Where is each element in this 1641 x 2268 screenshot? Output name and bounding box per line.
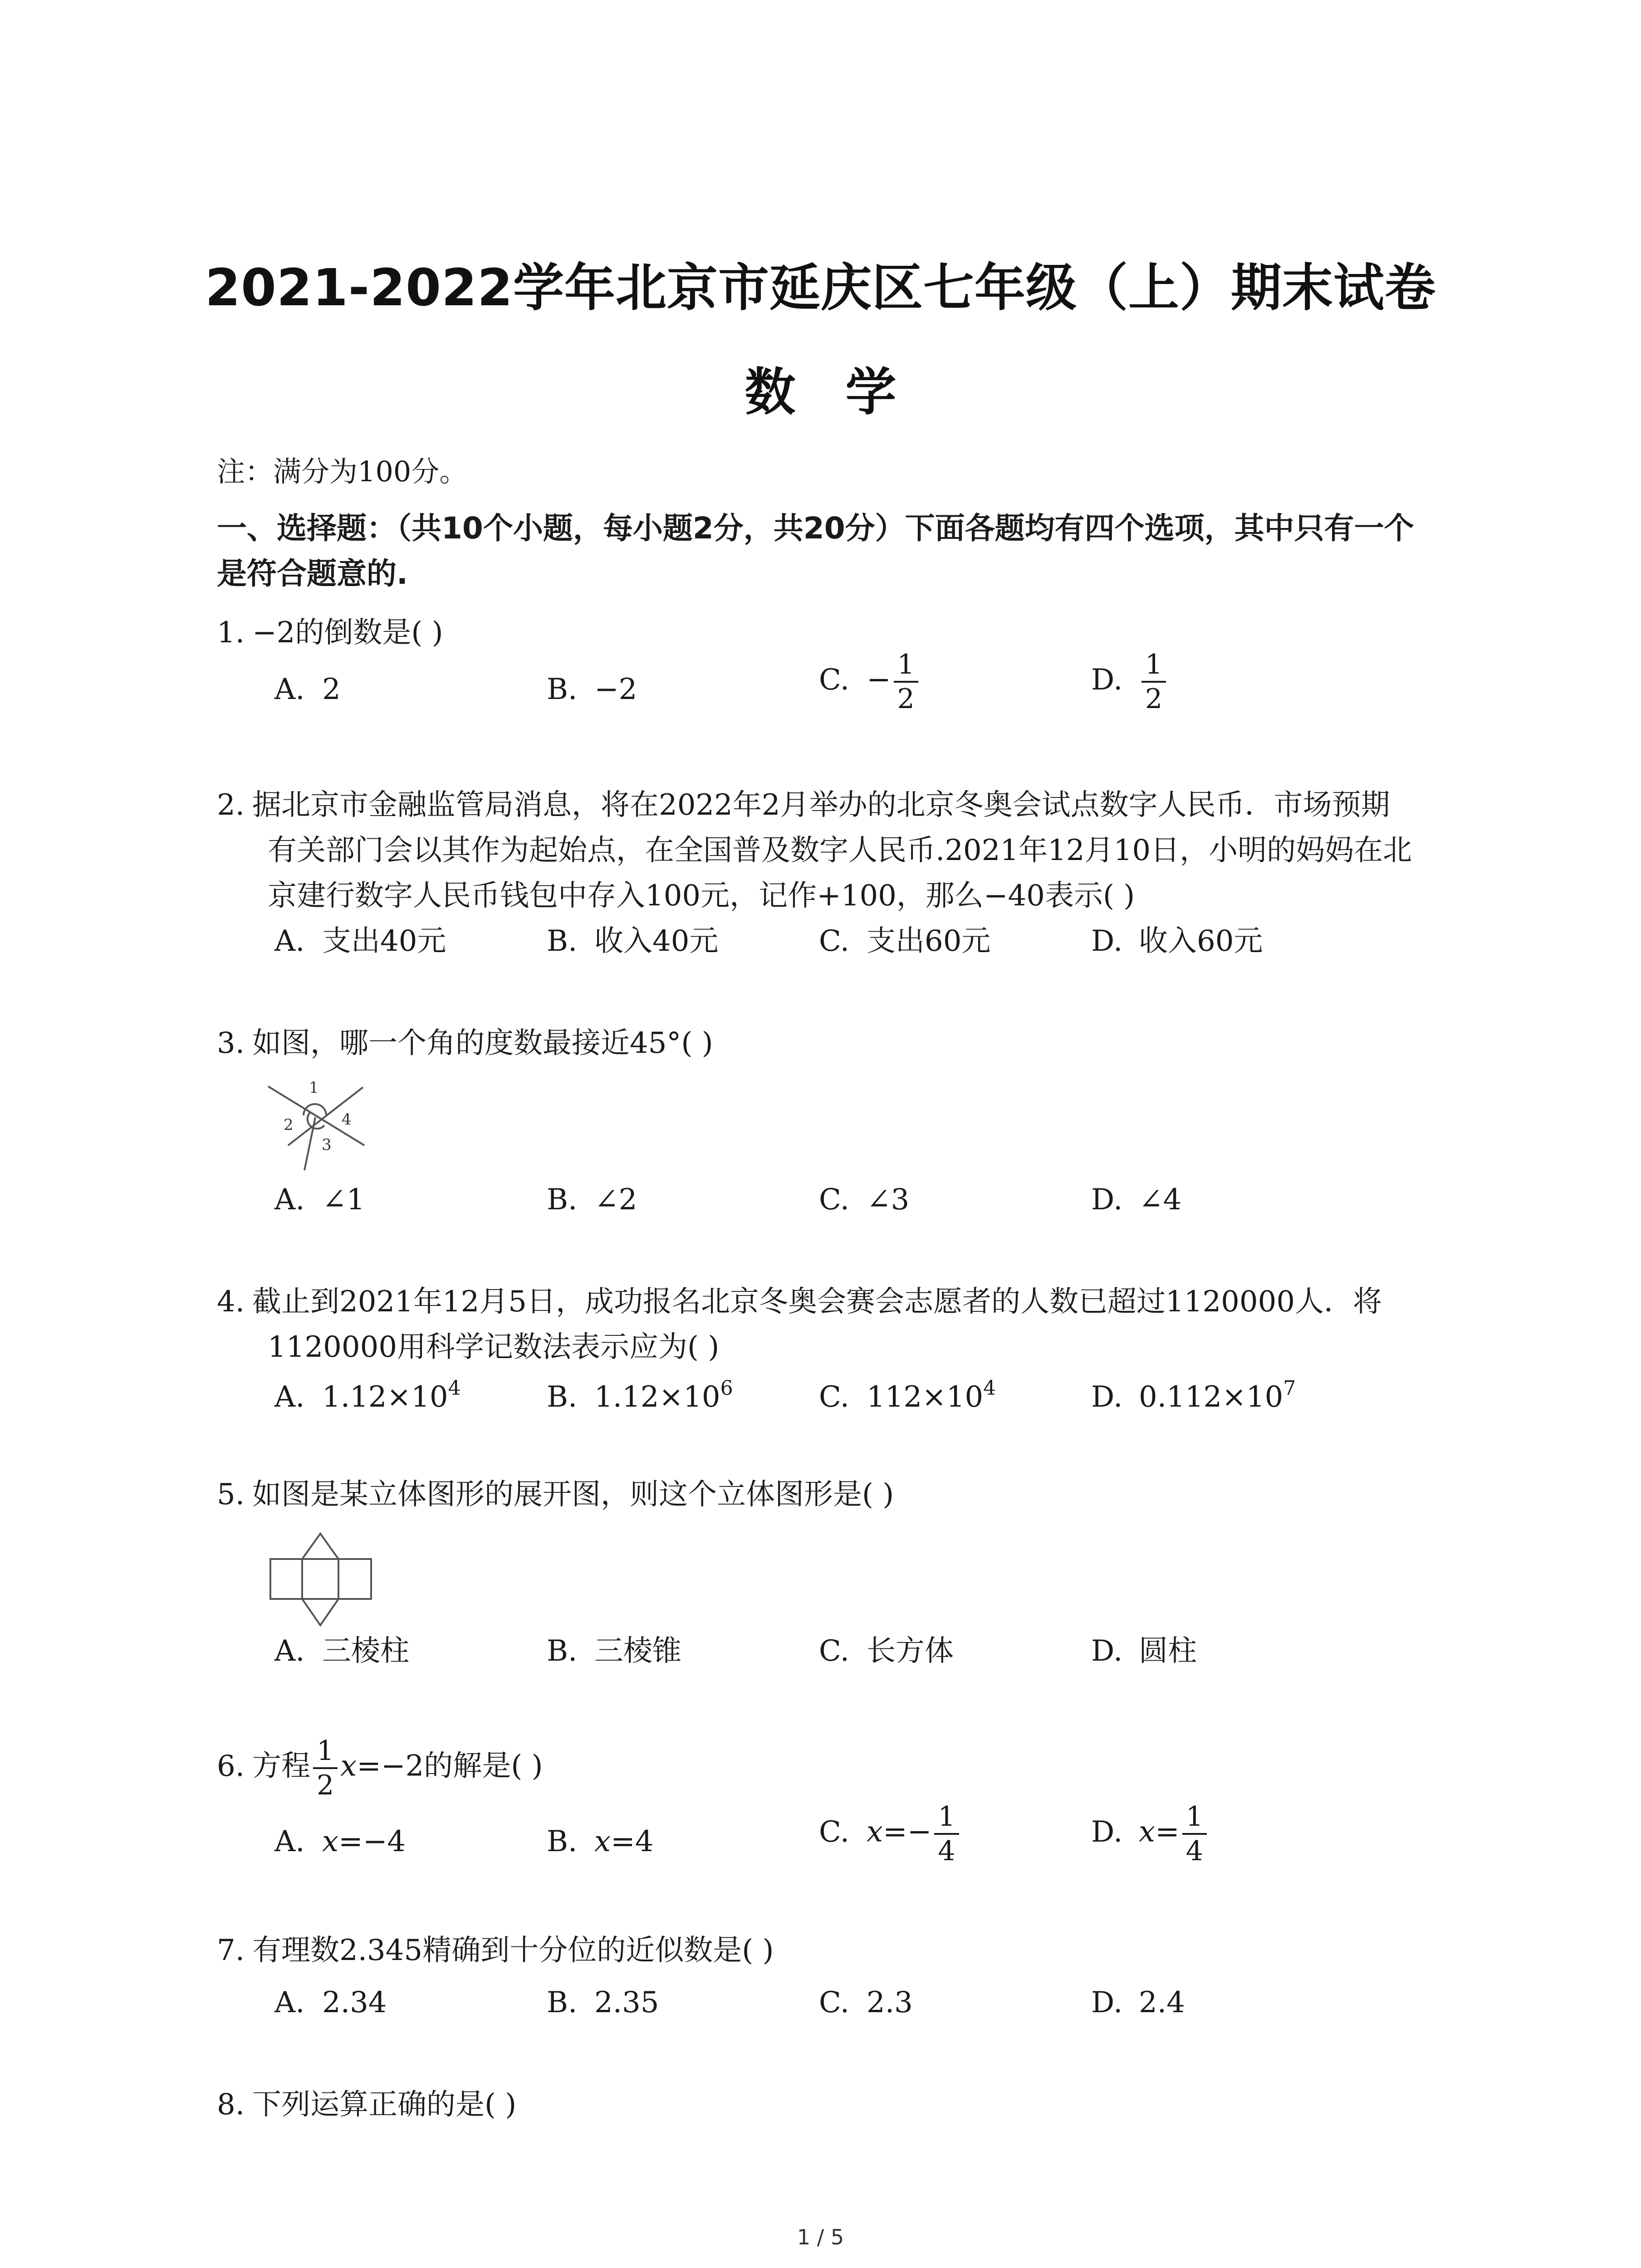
option-d — [1091, 1177, 1181, 1222]
option-text: 1.12×10 — [594, 1380, 720, 1414]
question-number: 7. — [217, 1934, 245, 1967]
fraction-numerator: 1 — [894, 651, 918, 683]
question-stem: 截止到2021年12月5日，成功报名北京冬奥会赛会志愿者的人数已超过1120000人．将 — [252, 1285, 1382, 1319]
variable: x — [867, 1815, 883, 1849]
option-b — [547, 667, 637, 712]
question-stem: 如图是某立体图形的展开图，则这个立体图形是( ) — [252, 1478, 894, 1511]
section-heading: 一、选择题：（共10个小题，每小题2分，共20分）下面各题均有四个选项，其中只有一个 — [217, 511, 1414, 546]
exponent: 4 — [448, 1377, 461, 1400]
variable: x — [1139, 1815, 1156, 1849]
fraction-numerator: 1 — [1141, 651, 1166, 683]
question-4 — [217, 1279, 1382, 1325]
option-d — [1091, 651, 1169, 713]
fraction — [313, 1737, 338, 1799]
option-a — [274, 919, 446, 964]
question-stem-cont: 1120000用科学记数法表示应为( ) — [268, 1330, 720, 1364]
option-text: 112×10 — [867, 1380, 984, 1414]
option-letter: B. — [547, 924, 578, 958]
question-1 — [217, 610, 443, 655]
angle-figure — [265, 1077, 374, 1173]
option-text: 2.35 — [594, 1986, 659, 2019]
option-letter: A. — [274, 924, 305, 958]
angle-label-2: 2 — [284, 1116, 294, 1134]
question-stem: −2的倒数是( ) — [252, 616, 443, 650]
option-letter: C. — [819, 1815, 850, 1849]
variable: x — [322, 1825, 339, 1858]
question-stem-tail: =−2的解是( ) — [357, 1749, 543, 1783]
option-letter: A. — [274, 1825, 305, 1858]
option-text: 2 — [322, 673, 341, 706]
option-letter: D. — [1091, 1380, 1123, 1414]
option-a — [274, 667, 341, 712]
option-letter: A. — [274, 1183, 305, 1217]
option-letter: B. — [547, 1986, 578, 2019]
net-triangle-bottom — [302, 1599, 338, 1625]
option-letter: C. — [819, 1986, 850, 2019]
option-c — [819, 1628, 954, 1674]
question-2 — [217, 782, 1390, 828]
fraction-numerator: 1 — [1182, 1803, 1207, 1835]
question-stem: 方程 — [252, 1749, 310, 1783]
option-c — [819, 1803, 962, 1865]
option-b — [547, 1177, 637, 1222]
option-sign: − — [867, 663, 891, 697]
option-text: =4 — [611, 1825, 654, 1858]
option-text: 收入40元 — [594, 924, 719, 958]
question-stem: 据北京市金融监管局消息，将在2022年2月举办的北京冬奥会试点数字人民币．市场预期 — [252, 788, 1390, 822]
option-letter: C. — [819, 1183, 850, 1217]
option-text: 2.3 — [867, 1986, 913, 2019]
option-letter: A. — [274, 1986, 305, 2019]
option-letter: D. — [1091, 1634, 1123, 1668]
option-a — [274, 1628, 409, 1674]
option-a — [274, 1819, 406, 1864]
option-d — [1091, 1628, 1197, 1674]
section-heading-cont: 是符合题意的. — [217, 556, 408, 591]
option-c — [819, 919, 990, 964]
fraction-denominator: 2 — [317, 1769, 334, 1801]
option-letter: A. — [274, 673, 305, 706]
prism-net-figure — [268, 1531, 377, 1631]
option-c — [819, 1980, 913, 2025]
option-d — [1091, 1374, 1296, 1420]
exam-title: 2021-2022学年北京市延庆区七年级（上）期末试卷 — [205, 259, 1436, 318]
variable: x — [594, 1825, 611, 1858]
fraction — [1182, 1803, 1207, 1865]
fraction — [934, 1803, 959, 1865]
subject-title: 数学 — [745, 363, 946, 422]
option-letter: D. — [1091, 924, 1123, 958]
exponent: 4 — [983, 1377, 996, 1400]
option-text: 长方体 — [867, 1634, 954, 1668]
option-text: 三棱柱 — [322, 1634, 409, 1668]
angle-label-4: 4 — [342, 1110, 352, 1129]
fraction-denominator: 4 — [1185, 1835, 1203, 1867]
option-text: = — [1155, 1815, 1180, 1849]
exponent: 6 — [720, 1377, 733, 1400]
option-text: 支出40元 — [322, 924, 446, 958]
option-b — [547, 919, 718, 964]
question-number: 5. — [217, 1478, 245, 1511]
question-number: 6. — [217, 1749, 245, 1783]
exponent: 7 — [1283, 1377, 1296, 1400]
option-text: =− — [883, 1815, 932, 1849]
option-letter: D. — [1091, 1183, 1123, 1217]
option-d — [1091, 1803, 1210, 1865]
option-text: 支出60元 — [867, 924, 991, 958]
option-text: ∠1 — [322, 1183, 365, 1217]
option-c — [819, 1177, 909, 1222]
option-letter: A. — [274, 1380, 305, 1414]
fraction-numerator: 1 — [313, 1737, 338, 1769]
fraction — [1141, 651, 1166, 713]
question-stem-cont: 有关部门会以其作为起始点，在全国普及数字人民币.2021年12月10日，小明的妈妈在北 — [268, 834, 1412, 867]
option-text: −2 — [594, 673, 637, 706]
option-text: 1.12×10 — [322, 1380, 448, 1414]
option-d — [1091, 919, 1263, 964]
option-a — [274, 1374, 461, 1420]
fraction — [894, 651, 918, 713]
page-number: 1 / 5 — [797, 2225, 844, 2249]
option-text: ∠2 — [594, 1183, 637, 1217]
question-3 — [217, 1021, 713, 1066]
score-note: 注：满分为100分。 — [217, 455, 468, 488]
question-stem: 下列运算正确的是( ) — [252, 2088, 517, 2121]
question-stem-cont: 京建行数字人民币钱包中存入100元，记作+100，那么−40表示( ) — [268, 879, 1135, 913]
angle-label-3: 3 — [322, 1136, 332, 1154]
fraction-numerator: 1 — [934, 1803, 959, 1835]
question-6 — [217, 1737, 543, 1799]
option-c — [819, 1374, 996, 1420]
option-letter: A. — [274, 1634, 305, 1668]
option-a — [274, 1980, 387, 2025]
question-number: 2. — [217, 788, 245, 822]
question-5 — [217, 1472, 894, 1517]
option-text: 0.112×10 — [1139, 1380, 1283, 1414]
option-c — [819, 651, 921, 713]
option-text: 三棱锥 — [594, 1634, 681, 1668]
option-b — [547, 1980, 659, 2025]
option-text: 圆柱 — [1139, 1634, 1197, 1668]
option-b — [547, 1628, 681, 1674]
option-letter: B. — [547, 1183, 578, 1217]
option-letter: D. — [1091, 1815, 1123, 1849]
option-letter: C. — [819, 663, 850, 697]
option-text: ∠3 — [867, 1183, 910, 1217]
option-letter: B. — [547, 1634, 578, 1668]
option-letter: C. — [819, 1634, 850, 1668]
variable: x — [340, 1749, 357, 1783]
option-text: =−4 — [338, 1825, 406, 1858]
option-b — [547, 1819, 653, 1864]
net-outline — [270, 1559, 371, 1599]
option-letter: C. — [819, 1380, 850, 1414]
option-letter: B. — [547, 673, 578, 706]
question-stem: 有理数2.345精确到十分位的近似数是( ) — [252, 1934, 774, 1967]
question-number: 4. — [217, 1285, 245, 1319]
option-letter: D. — [1091, 1986, 1123, 2019]
fraction-denominator: 2 — [897, 683, 915, 715]
option-text: ∠4 — [1139, 1183, 1182, 1217]
option-letter: D. — [1091, 663, 1123, 697]
option-d — [1091, 1980, 1185, 2025]
option-text: 2.34 — [322, 1986, 387, 2019]
option-letter: C. — [819, 924, 850, 958]
question-7 — [217, 1928, 774, 1973]
angle-label-1: 1 — [309, 1079, 319, 1097]
fraction-denominator: 4 — [938, 1835, 955, 1867]
option-b — [547, 1374, 733, 1420]
option-letter: B. — [547, 1380, 578, 1414]
question-number: 3. — [217, 1026, 245, 1060]
question-number: 1. — [217, 616, 245, 650]
question-stem: 如图，哪一个角的度数最接近45°( ) — [252, 1026, 713, 1060]
question-8 — [217, 2082, 516, 2127]
option-letter: B. — [547, 1825, 578, 1858]
question-number: 8. — [217, 2088, 245, 2121]
option-a — [274, 1177, 365, 1222]
net-triangle-top — [302, 1534, 338, 1559]
fraction-denominator: 2 — [1145, 683, 1163, 715]
option-text: 收入60元 — [1139, 924, 1263, 958]
option-text: 2.4 — [1139, 1986, 1185, 2019]
